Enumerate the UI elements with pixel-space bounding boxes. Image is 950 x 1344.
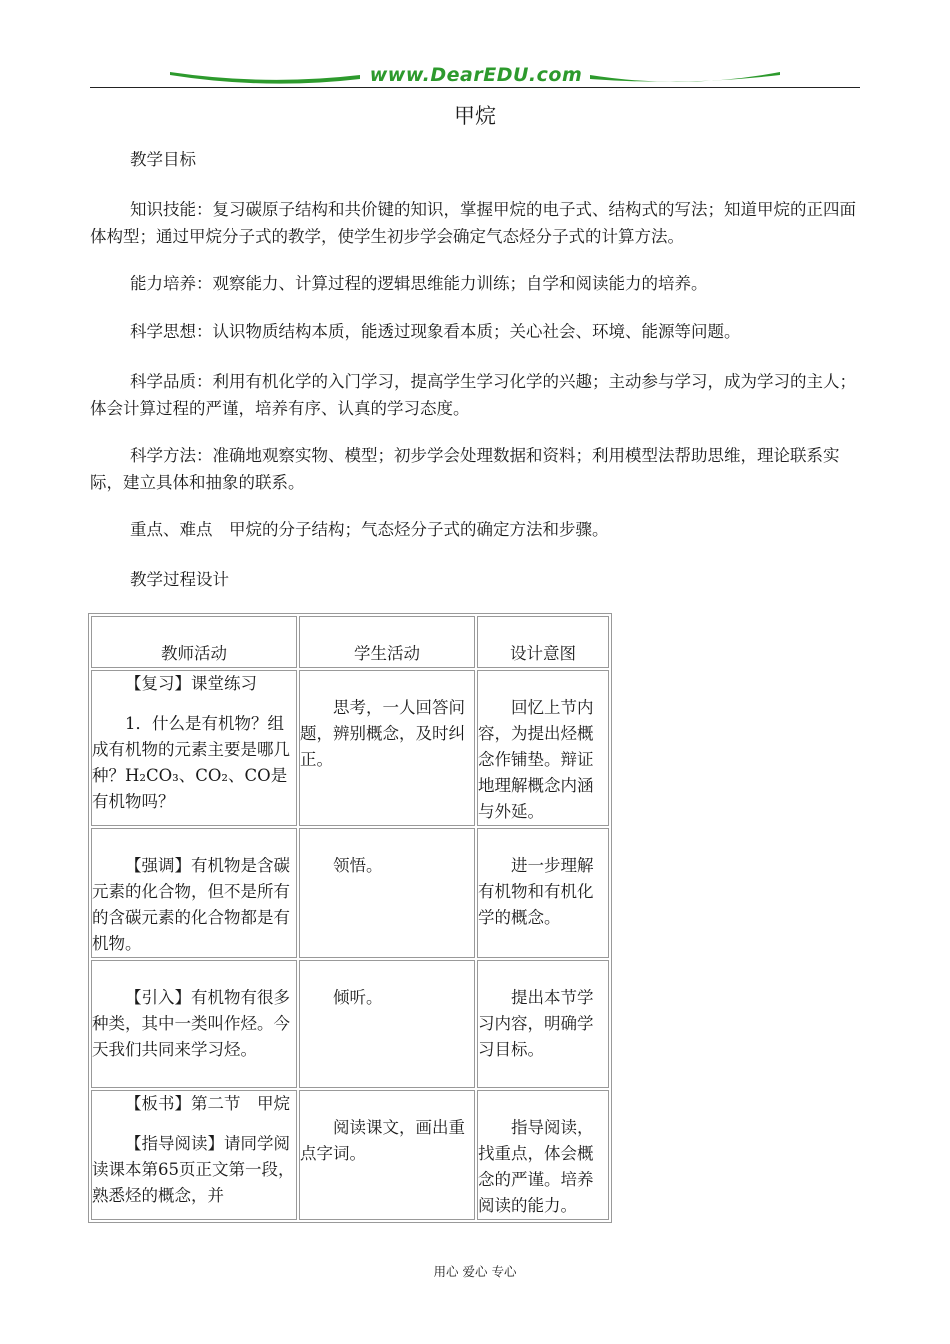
student-cell: [299, 1090, 475, 1220]
teacher-cell: [91, 670, 297, 826]
right-swoosh-decoration: [590, 66, 780, 84]
cell-text: 回忆上节内容，为提出烃概念作铺垫。辩证地理解概念内涵与外延。: [478, 698, 594, 821]
header-student-activity: 学生活动: [299, 616, 475, 668]
table-row: [91, 670, 609, 826]
page-title: 甲烷: [454, 104, 496, 128]
cell-text: 【强调】有机物是含碳元素的化合物，但不是所有的含碳元素的化合物都是有机物。: [92, 856, 290, 953]
header-design-intent: 设计意图: [477, 616, 609, 668]
intent-cell: [477, 828, 609, 958]
student-cell: [299, 670, 475, 826]
teacher-cell: [91, 960, 297, 1088]
cell-text: 1．什么是有机物？组成有机物的元素主要是哪几种？H₂CO₃、CO₂、CO是有机物吗？: [92, 714, 290, 811]
table-row: [91, 828, 609, 958]
cell-text: 提出本节学习内容，明确学习目标。: [478, 988, 594, 1059]
cell-text: 倾听。: [333, 988, 383, 1007]
paragraph-key-points: 重点、难点 甲烷的分子结构；气态烃分子式的确定方法和步骤。: [130, 520, 609, 539]
page-footer: 用心 爱心 专心: [433, 1264, 517, 1279]
paragraph-knowledge-skills: 知识技能：复习碳原子结构和共价键的知识，掌握甲烷的电子式、结构式的写法；知道甲烷的正四面体构型；通过甲烷分子式的教学，使学生初步学会确定气态烃分子式的计算方法。: [90, 200, 856, 246]
cell-text: 【引入】有机物有很多种类，其中一类叫作烃。今天我们共同来学习烃。: [92, 988, 290, 1059]
section-heading-process: 教学过程设计: [130, 570, 229, 589]
lesson-plan-table: [88, 613, 612, 1223]
cell-text: 领悟。: [333, 856, 383, 875]
paragraph-methods: 科学方法：准确地观察实物、模型；初步学会处理数据和资料；利用模型法帮助思维，理论联系实际，建立具体和抽象的联系。: [90, 446, 840, 492]
paragraph-qualities: 科学品质：利用有机化学的入门学习，提高学生学习化学的兴趣；主动参与学习，成为学习的主人；体会计算过程的严谨，培养有序、认真的学习态度。: [90, 372, 856, 418]
cell-text: 思考，一人回答问题，辨别概念，及时纠正。: [300, 698, 465, 769]
paragraph-ability: 能力培养：观察能力、计算过程的逻辑思维能力训练；自学和阅读能力的培养。: [130, 274, 708, 293]
cell-text: 指导阅读，找重点，体会概念的严谨。培养阅读的能力。: [478, 1118, 594, 1215]
site-logo: www.DearEDU.com: [369, 64, 583, 86]
cell-text: 【板书】第二节 甲烷: [125, 1094, 290, 1113]
cell-text: 【指导阅读】请同学阅读课本第65页正文第一段，熟悉烃的概念，并: [92, 1134, 295, 1205]
table-header-row: [91, 616, 609, 668]
table-row: [91, 960, 609, 1088]
teacher-cell: [91, 828, 297, 958]
site-header: [90, 58, 860, 92]
left-swoosh-decoration: [170, 66, 360, 84]
student-cell: [299, 828, 475, 958]
section-heading-objectives: 教学目标: [130, 150, 196, 169]
paragraph-thinking: 科学思想：认识物质结构本质，能透过现象看本质；关心社会、环境、能源等问题。: [130, 322, 741, 341]
intent-cell: [477, 1090, 609, 1220]
teacher-cell: [91, 1090, 297, 1220]
intent-cell: [477, 960, 609, 1088]
table-row: [91, 1090, 609, 1220]
student-cell: [299, 960, 475, 1088]
header-teacher-activity: 教师活动: [91, 616, 297, 668]
intent-cell: [477, 670, 609, 826]
cell-text: 【复习】课堂练习: [125, 674, 257, 693]
header-rule: [90, 87, 860, 88]
cell-text: 阅读课文，画出重点字词。: [300, 1118, 465, 1163]
cell-text: 进一步理解有机物和有机化学的概念。: [478, 856, 594, 927]
